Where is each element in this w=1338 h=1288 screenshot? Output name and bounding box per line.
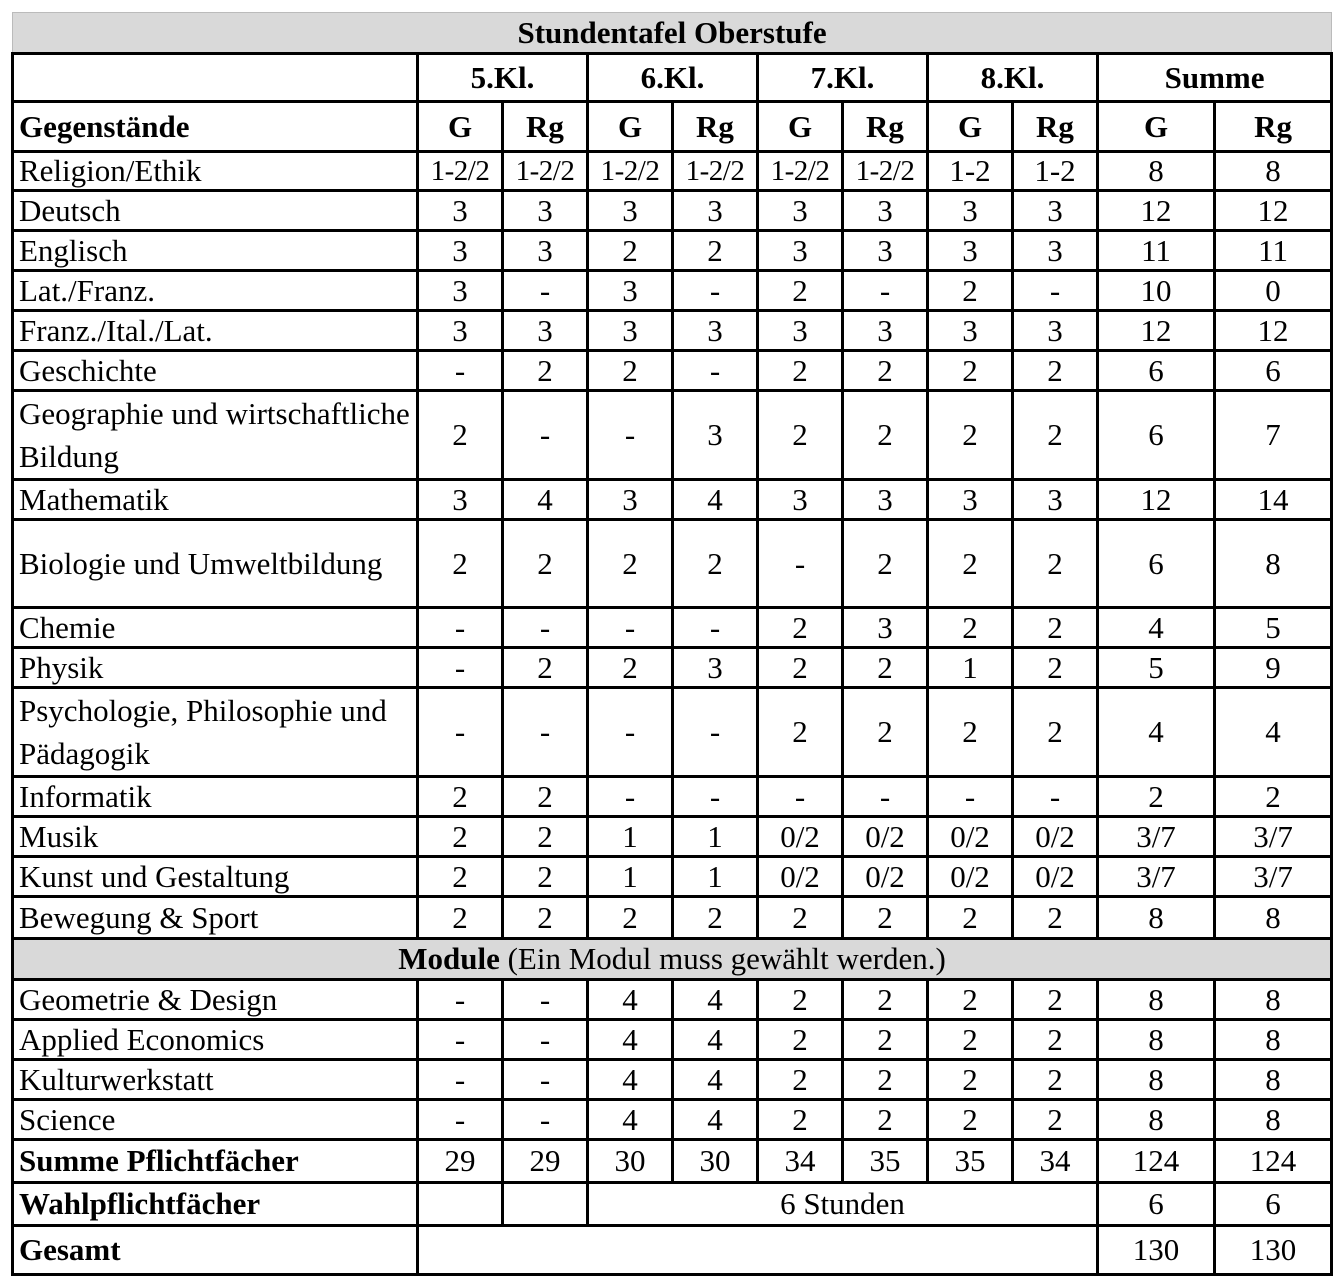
hours-cell: - [673,777,758,817]
modules-note: (Ein Modul muss gewählt werden.) [499,941,946,976]
modules-header [13,939,1332,980]
hours-cell: 4 [673,1020,758,1060]
schedule-table [11,12,1333,1276]
hours-cell: 4 [673,1100,758,1140]
gesamt-label: Gesamt [13,1226,418,1275]
hours-cell: 2 [928,608,1013,648]
hours-cell: 2 [843,1020,928,1060]
hours-cell: 0/2 [928,857,1013,897]
summe-pflicht-cell: 35 [928,1140,1013,1183]
hours-cell: 2 [1013,897,1098,939]
hours-cell: 6 [1098,351,1215,391]
hours-cell: 2 [843,688,928,777]
hours-cell: 3 [503,231,588,271]
hours-cell: - [418,1020,503,1060]
hours-cell: 4 [588,1100,673,1140]
hours-cell: 3 [418,271,503,311]
hours-cell: 4 [503,480,588,520]
hours-cell: 3 [843,311,928,351]
subject-row [13,480,1332,520]
hours-cell: 8 [1098,1020,1215,1060]
hours-cell: 2 [758,1100,843,1140]
hours-cell: 2 [928,391,1013,480]
hours-cell: 3 [673,648,758,688]
hours-cell: 2 [503,351,588,391]
hours-cell: 3 [418,231,503,271]
hours-cell: 5 [1098,648,1215,688]
hours-cell: 0 [1215,271,1332,311]
class-header-summe: Summe [1098,54,1332,102]
subject-row [13,688,1332,777]
hours-cell: 12 [1098,480,1215,520]
hours-cell: - [503,980,588,1020]
summe-pflicht-cell: 30 [588,1140,673,1183]
hours-cell: 2 [928,1020,1013,1060]
hours-cell: - [418,1100,503,1140]
hours-cell: 4 [1098,608,1215,648]
hours-cell: 3 [758,311,843,351]
hours-cell: 2 [843,980,928,1020]
hours-cell: 3 [1013,311,1098,351]
hours-cell: 3 [503,311,588,351]
hours-cell: 8 [1215,897,1332,939]
hours-cell: 1-2/2 [843,152,928,191]
hours-cell: 3 [928,231,1013,271]
hours-cell: 2 [843,897,928,939]
subject-row [13,152,1332,191]
hours-cell: 2 [758,1060,843,1100]
summe-pflicht-cell: 124 [1215,1140,1332,1183]
summe-pflicht-cell: 35 [843,1140,928,1183]
summe-pflicht-cell: 29 [418,1140,503,1183]
hours-cell: 6 [1098,391,1215,480]
hours-cell: 3 [588,311,673,351]
subject-name: Religion/Ethik [13,152,418,191]
hours-cell: 1-2 [928,152,1013,191]
hours-cell: 2 [503,817,588,857]
hours-cell: 3 [503,191,588,231]
track-g: G [928,102,1013,152]
subject-name: Physik [13,648,418,688]
hours-cell: - [673,351,758,391]
hours-cell: 3 [758,191,843,231]
track-rg: Rg [673,102,758,152]
stundentafel [11,12,1330,1276]
hours-cell: 2 [758,391,843,480]
hours-cell: 1-2/2 [503,152,588,191]
modules-header-row [13,939,1332,980]
hours-cell: 1-2/2 [588,152,673,191]
hours-cell: 10 [1098,271,1215,311]
hours-cell: 2 [588,520,673,608]
hours-cell: - [758,777,843,817]
hours-cell: - [503,1060,588,1100]
class-header-6: 6.Kl. [588,54,758,102]
hours-cell: 11 [1098,231,1215,271]
hours-cell: - [503,608,588,648]
empty-header-cell [13,54,418,102]
hours-cell: 2 [1013,351,1098,391]
hours-cell: 12 [1215,191,1332,231]
subject-row [13,311,1332,351]
wahlpflicht-sum-rg: 6 [1215,1183,1332,1226]
hours-cell: - [588,777,673,817]
track-rg: Rg [1013,102,1098,152]
track-g: G [418,102,503,152]
module-row [13,1020,1332,1060]
subject-name: Informatik [13,777,418,817]
hours-cell: 2 [1013,648,1098,688]
wahlpflicht-sum-g: 6 [1098,1183,1215,1226]
hours-cell: 2 [843,351,928,391]
hours-cell: 3 [843,608,928,648]
hours-cell: 3 [843,480,928,520]
hours-cell: 12 [1098,191,1215,231]
subject-row [13,857,1332,897]
hours-cell: 6 [1215,351,1332,391]
hours-cell: 2 [843,520,928,608]
subject-row [13,777,1332,817]
hours-cell: 3 [673,191,758,231]
hours-cell: 8 [1098,980,1215,1020]
track-rg: Rg [503,102,588,152]
subject-row [13,648,1332,688]
hours-cell: 2 [928,980,1013,1020]
class-header-8: 8.Kl. [928,54,1098,102]
hours-cell: 2 [588,351,673,391]
subject-row [13,351,1332,391]
hours-cell: 8 [1215,520,1332,608]
hours-cell: 1 [588,817,673,857]
track-rg: Rg [843,102,928,152]
hours-cell: 2 [503,897,588,939]
hours-cell: 14 [1215,480,1332,520]
module-row [13,980,1332,1020]
subject-name: Englisch [13,231,418,271]
summe-pflicht-cell: 34 [758,1140,843,1183]
hours-cell: 6 [1098,520,1215,608]
subject-row [13,391,1332,480]
hours-cell: 3 [588,480,673,520]
hours-cell: 0/2 [758,817,843,857]
hours-cell: 2 [758,897,843,939]
hours-cell: 8 [1215,1100,1332,1140]
hours-cell: - [588,391,673,480]
hours-cell: - [758,520,843,608]
hours-cell: 2 [843,1060,928,1100]
hours-cell: 2 [928,1060,1013,1100]
subject-name: Franz./Ital./Lat. [13,311,418,351]
subject-name: Kunst und Gestaltung [13,857,418,897]
hours-cell: 2 [928,351,1013,391]
hours-cell: 7 [1215,391,1332,480]
hours-cell: 2 [503,520,588,608]
modules-label: Module [398,941,500,976]
hours-cell: - [503,688,588,777]
class-header-7: 7.Kl. [758,54,928,102]
hours-cell: - [843,777,928,817]
summe-pflicht-cell: 34 [1013,1140,1098,1183]
hours-cell: 0/2 [758,857,843,897]
hours-cell: 4 [588,1020,673,1060]
hours-cell: 2 [418,857,503,897]
hours-cell: 2 [843,1100,928,1140]
subject-name: Applied Economics [13,1020,418,1060]
hours-cell: 2 [758,271,843,311]
hours-cell: 11 [1215,231,1332,271]
module-row [13,1100,1332,1140]
hours-cell: 4 [673,480,758,520]
hours-cell: 2 [758,351,843,391]
hours-cell: 0/2 [843,817,928,857]
hours-cell: 3 [673,311,758,351]
hours-cell: 0/2 [1013,857,1098,897]
hours-cell: - [673,271,758,311]
hours-cell: 0/2 [843,857,928,897]
hours-cell: 2 [758,1020,843,1060]
track-g: G [588,102,673,152]
hours-cell: - [418,980,503,1020]
hours-cell: 2 [673,897,758,939]
hours-cell: 2 [928,688,1013,777]
summe-pflicht-label: Summe Pflichtfächer [13,1140,418,1183]
hours-cell: 8 [1215,1060,1332,1100]
title-row [13,13,1332,54]
track-rg: Rg [1215,102,1332,152]
subject-row [13,897,1332,939]
subject-row [13,231,1332,271]
wahlpflicht-row [13,1183,1332,1226]
hours-cell: 2 [418,817,503,857]
hours-cell: 2 [1215,777,1332,817]
hours-cell: 3 [928,311,1013,351]
hours-cell: 8 [1215,152,1332,191]
hours-cell: 4 [1215,688,1332,777]
hours-cell: 2 [418,777,503,817]
hours-cell: - [503,391,588,480]
hours-cell: 2 [503,648,588,688]
hours-cell: 1 [588,857,673,897]
hours-cell: 2 [928,520,1013,608]
hours-cell: - [843,271,928,311]
hours-cell: 2 [588,231,673,271]
hours-cell: 12 [1098,311,1215,351]
hours-cell: 9 [1215,648,1332,688]
subject-name: Geschichte [13,351,418,391]
hours-cell: 2 [758,980,843,1020]
gesamt-sum-g: 130 [1098,1226,1215,1275]
hours-cell: 5 [1215,608,1332,648]
hours-cell: 1-2/2 [758,152,843,191]
hours-cell: 2 [503,777,588,817]
hours-cell: 3/7 [1215,857,1332,897]
hours-cell: 2 [673,520,758,608]
hours-cell: 3 [758,480,843,520]
summe-pflicht-cell: 124 [1098,1140,1215,1183]
subject-name: Psychologie, Philosophie und Pädagogik [13,688,418,777]
hours-cell: 8 [1215,1020,1332,1060]
hours-cell: 2 [673,231,758,271]
subject-name: Bewegung & Sport [13,897,418,939]
hours-cell: - [418,688,503,777]
hours-cell: 3 [418,480,503,520]
hours-cell: 3/7 [1098,817,1215,857]
hours-cell: 2 [758,688,843,777]
class-header-5: 5.Kl. [418,54,588,102]
hours-cell: 2 [1013,688,1098,777]
hours-cell: - [1013,777,1098,817]
hours-cell: 2 [418,897,503,939]
hours-cell: - [418,1060,503,1100]
hours-cell: 2 [1013,980,1098,1020]
hours-cell: 3/7 [1098,857,1215,897]
hours-cell: - [588,688,673,777]
subject-name: Mathematik [13,480,418,520]
hours-cell: 3 [758,231,843,271]
hours-cell: 2 [1013,1100,1098,1140]
class-header-row [13,54,1332,102]
empty-cell [418,1183,503,1226]
hours-cell: - [503,271,588,311]
subject-row [13,191,1332,231]
hours-cell: 8 [1098,1100,1215,1140]
hours-cell: 8 [1098,1060,1215,1100]
empty-cell [503,1183,588,1226]
hours-cell: 2 [418,520,503,608]
subject-name: Biologie und Umweltbildung [13,520,418,608]
hours-cell: 1 [673,857,758,897]
hours-cell: 2 [418,391,503,480]
hours-cell: 2 [1013,520,1098,608]
gesamt-row [13,1226,1332,1275]
hours-cell: - [418,351,503,391]
hours-cell: - [1013,271,1098,311]
hours-cell: 4 [1098,688,1215,777]
hours-cell: 3/7 [1215,817,1332,857]
gesamt-sum-rg: 130 [1215,1226,1332,1275]
hours-cell: 2 [928,271,1013,311]
hours-cell: 4 [588,1060,673,1100]
hours-cell: - [588,608,673,648]
hours-cell: 2 [588,897,673,939]
hours-cell: 1-2/2 [418,152,503,191]
hours-cell: 2 [1098,777,1215,817]
subject-row [13,817,1332,857]
hours-cell: 2 [928,897,1013,939]
track-g: G [1098,102,1215,152]
hours-cell: 1-2 [1013,152,1098,191]
hours-cell: 8 [1215,980,1332,1020]
hours-cell: 2 [843,648,928,688]
hours-cell: - [673,608,758,648]
hours-cell: 2 [1013,391,1098,480]
hours-cell: 3 [843,191,928,231]
hours-cell: 4 [673,1060,758,1100]
hours-cell: 3 [1013,231,1098,271]
hours-cell: - [418,608,503,648]
hours-cell: 4 [588,980,673,1020]
subjects-header: Gegenstände [13,102,418,152]
hours-cell: 3 [673,391,758,480]
subject-name: Geographie und wirtschaftliche Bildung [13,391,418,480]
hours-cell: 1 [928,648,1013,688]
hours-cell: - [928,777,1013,817]
subject-name: Kulturwerkstatt [13,1060,418,1100]
hours-cell: 3 [928,191,1013,231]
subject-name: Science [13,1100,418,1140]
hours-cell: 3 [1013,191,1098,231]
hours-cell: 2 [588,648,673,688]
hours-cell: 12 [1215,311,1332,351]
hours-cell: 0/2 [1013,817,1098,857]
hours-cell: 2 [843,391,928,480]
summe-pflicht-cell: 30 [673,1140,758,1183]
hours-cell: 2 [928,1100,1013,1140]
hours-cell: 3 [418,311,503,351]
hours-cell: - [503,1020,588,1060]
hours-cell: 3 [588,191,673,231]
summe-pflicht-cell: 29 [503,1140,588,1183]
hours-cell: 2 [758,648,843,688]
hours-cell: 2 [1013,1020,1098,1060]
wahlpflicht-hours: 6 Stunden [588,1183,1098,1226]
hours-cell: 2 [1013,608,1098,648]
subject-row [13,520,1332,608]
hours-cell: 3 [1013,480,1098,520]
subject-row [13,271,1332,311]
empty-cell [418,1226,1098,1275]
hours-cell: 4 [673,980,758,1020]
wahlpflicht-label: Wahlpflichtfächer [13,1183,418,1226]
hours-cell: 1-2/2 [673,152,758,191]
module-row [13,1060,1332,1100]
hours-cell: - [418,648,503,688]
hours-cell: 2 [503,857,588,897]
subject-name: Chemie [13,608,418,648]
subject-name: Deutsch [13,191,418,231]
summe-pflicht-row [13,1140,1332,1183]
hours-cell: 3 [843,231,928,271]
hours-cell: 2 [1013,1060,1098,1100]
hours-cell: 3 [588,271,673,311]
hours-cell: - [673,688,758,777]
hours-cell: 0/2 [928,817,1013,857]
subject-name: Lat./Franz. [13,271,418,311]
track-header-row [13,102,1332,152]
table-title: Stundentafel Oberstufe [13,13,1332,54]
hours-cell: - [503,1100,588,1140]
subject-name: Geometrie & Design [13,980,418,1020]
hours-cell: 2 [758,608,843,648]
hours-cell: 8 [1098,152,1215,191]
hours-cell: 3 [928,480,1013,520]
subject-name: Musik [13,817,418,857]
track-g: G [758,102,843,152]
subject-row [13,608,1332,648]
hours-cell: 8 [1098,897,1215,939]
hours-cell: 1 [673,817,758,857]
hours-cell: 3 [418,191,503,231]
